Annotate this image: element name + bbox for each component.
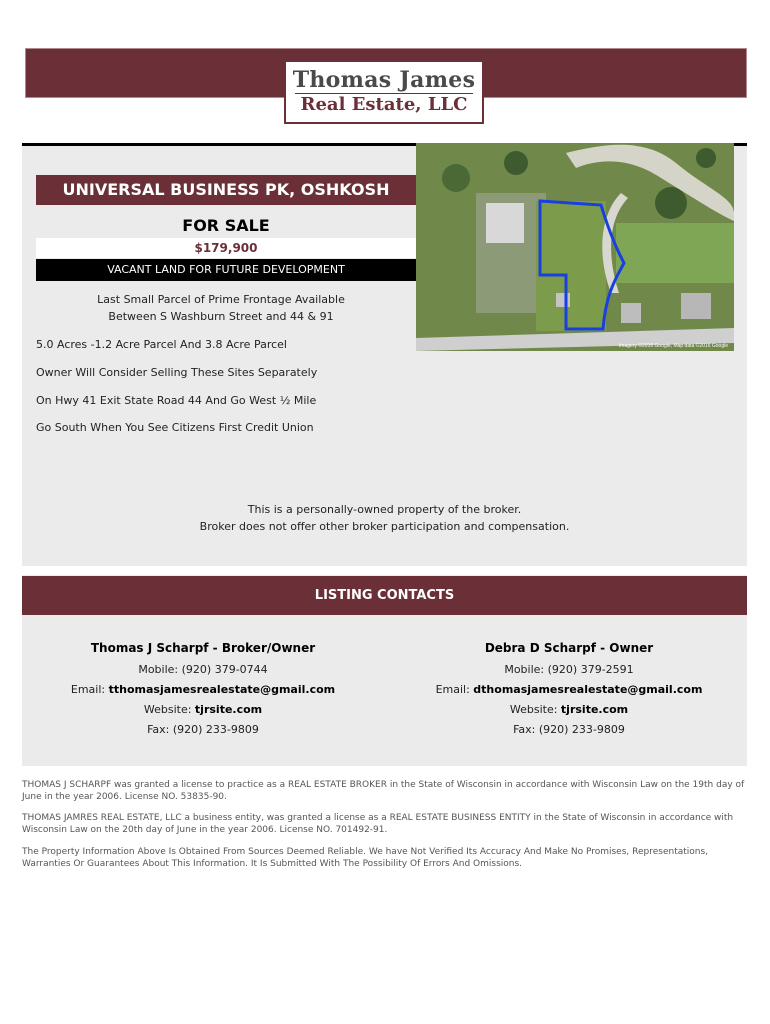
logo-line-1: Thomas James [292, 67, 476, 93]
feature-item: 5.0 Acres -1.2 Acre Parcel And 3.8 Acre Parcel [36, 338, 287, 351]
information-disclaimer: The Property Information Above Is Obtained From Sources Deemed Reliable. We have Not Verified Its Accuracy And Make No Promises, Representations, Warranties Or Guarantees About This Information. It Is Submitted With The Possibility Of Errors And Omissions. [22, 847, 709, 869]
fax-label: Fax: [147, 723, 170, 736]
mobile-label: Mobile: [138, 663, 179, 676]
contact-fax [53, 720, 353, 740]
logo-line-2: Real Estate, LLC [300, 94, 468, 115]
company-logo[interactable] [284, 60, 484, 124]
feature-item: Owner Will Consider Selling These Sites Separately [36, 366, 318, 379]
email-link[interactable]: tthomasjamesrealestate@gmail.com [108, 683, 336, 696]
contact-mobile[interactable] [419, 660, 719, 680]
contact-name: Debra D Scharpf - Owner [484, 641, 654, 655]
mobile-label: Mobile: [504, 663, 545, 676]
contact-website[interactable] [53, 700, 353, 720]
website-link[interactable]: tjrsite.com [560, 703, 629, 716]
contact-fax [419, 720, 719, 740]
mobile-value[interactable]: (920) 379-2591 [547, 663, 634, 676]
contact-card-thomas [53, 640, 353, 740]
listing-price: $179,900 [36, 238, 416, 258]
website-label: Website: [143, 703, 192, 716]
listing-title: UNIVERSAL BUSINESS PK, OSHKOSH [36, 175, 416, 205]
feature-item: On Hwy 41 Exit State Road 44 And Go West ½ Mile [36, 394, 317, 407]
tagline-line-2: Between S Washburn Street and 44 & 91 [108, 310, 334, 323]
broker-note-1: This is a personally-owned property of the broker. [247, 503, 522, 516]
fax-label: Fax: [513, 723, 536, 736]
contact-email[interactable] [53, 680, 353, 700]
aerial-map[interactable] [416, 143, 734, 351]
fax-value: (920) 233-9809 [538, 723, 625, 736]
email-link[interactable]: dthomasjamesrealestate@gmail.com [473, 683, 703, 696]
contacts-header: LISTING CONTACTS [22, 576, 747, 615]
email-label: Email: [70, 683, 106, 696]
license-disclosure-broker: THOMAS J SCHARPF was granted a license to practice as a REAL ESTATE BROKER in the State of Wisconsin in accordance with Wisconsin Law on the 19th day of June in the year 2006. License NO. 53835-90. [22, 780, 745, 802]
tagline-line-1: Last Small Parcel of Prime Frontage Available [97, 293, 345, 306]
contact-website[interactable] [419, 700, 719, 720]
website-label: Website: [509, 703, 558, 716]
mobile-value[interactable]: (920) 379-0744 [181, 663, 268, 676]
feature-item: Go South When You See Citizens First Credit Union [36, 421, 314, 434]
contact-card-debra [419, 640, 719, 740]
broker-note-2: Broker does not offer other broker participation and compensation. [199, 520, 570, 533]
license-disclosure-entity: THOMAS JAMRES REAL ESTATE, LLC a business entity, was granted a license as a REAL ESTATE BUSINESS ENTITY in the State of Wisconsin in accordance with Wisconsin Law on the 20th day of June in the year 2006. License NO. 701492-91. [22, 813, 734, 835]
listing-subtitle: VACANT LAND FOR FUTURE DEVELOPMENT [36, 259, 416, 281]
website-link[interactable]: tjrsite.com [194, 703, 263, 716]
for-sale-label: FOR SALE [182, 216, 270, 235]
map-credit: Imagery ©2016 Google, Map data ©2016 Google [618, 343, 728, 349]
email-label: Email: [435, 683, 470, 696]
fax-value: (920) 233-9809 [172, 723, 259, 736]
contact-name: Thomas J Scharpf - Broker/Owner [90, 641, 316, 655]
contact-email[interactable] [419, 680, 719, 700]
contact-mobile[interactable] [53, 660, 353, 680]
